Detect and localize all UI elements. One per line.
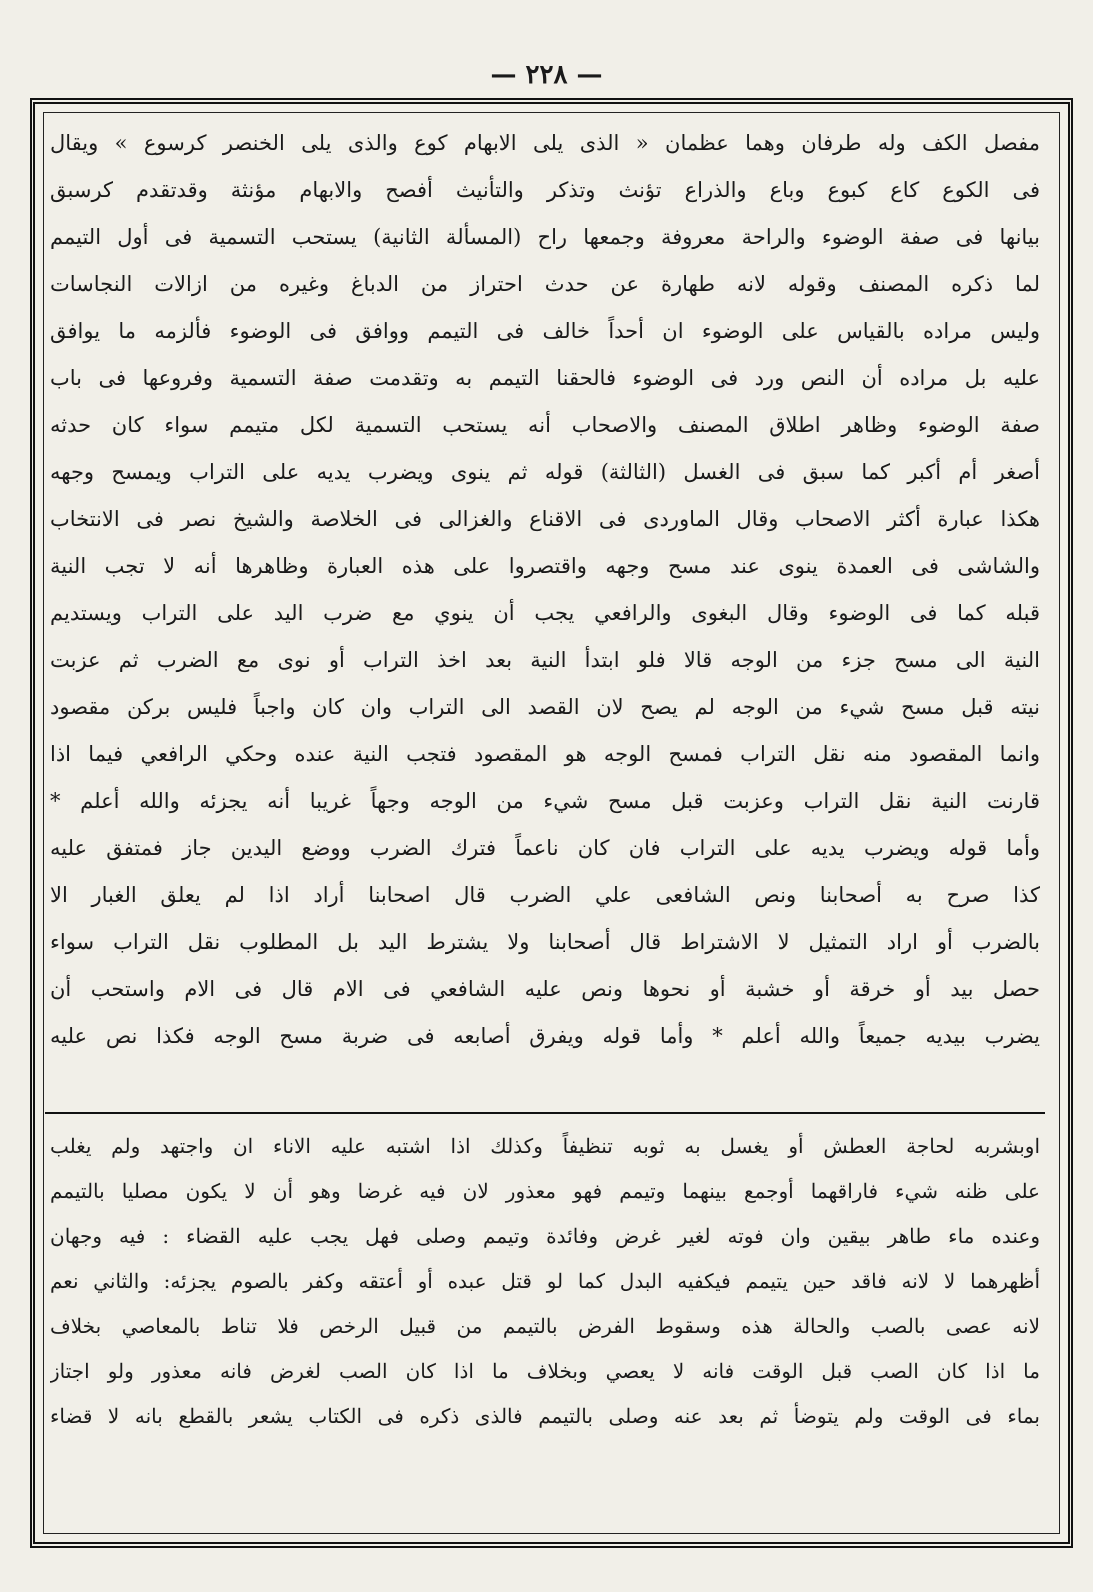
footnote-line: بماء فى الوقت ولم يتوضأ ثم بعد عنه وصلى بالتيمم فالذى ذكره فى الكتاب يشعر بالقطع بانه لا قضاء	[50, 1404, 1040, 1428]
footnote-text-block	[50, 1124, 1040, 1439]
page-number: — ٢٢٨ —	[490, 60, 603, 90]
footnote-line: ما اذا كان الصب قبل الوقت فانه لا يعصي وبخلاف ما اذا كان الصب لغرض فانه معذور ولو اجتاز	[50, 1359, 1040, 1383]
footnote-line: وعنده ماء طاهر بيقين وان فوته لغير غرض وفائدة وتيمم وصلى فهل يجب عليه القضاء : فيه وجهان	[50, 1224, 1040, 1248]
footnote-line: أظهرهما لا لانه فاقد حين يتيمم فيكفيه البدل كما لو قتل عبده أو أعتقه وكفر بالصوم يجزئه: والثاني نعم	[50, 1269, 1040, 1293]
footnote-line: على ظنه شيء فاراقهما أوجمع بينهما وتيمم فهو معذور لان فيه غرضا وهو أن لا يكون مصليا بالتيمم	[50, 1179, 1040, 1203]
footnote-line: اوبشربه لحاجة العطش أو يغسل به ثوبه تنظيفاً وكذلك اذا اشتبه عليه الاناء ان واجتهد ولم يغلب	[50, 1134, 1040, 1158]
main-line: مفصل الكف وله طرفان وهما عظمان « الذى يلى الابهام كوع والذى يلى الخنصر كرسوع » ويقال	[50, 131, 1040, 155]
main-line: حصل بيد أو خرقة أو خشبة أو نحوها ونص عليه الشافعي فى الام قال فى الام واستحب أن	[50, 977, 1040, 1001]
main-line: عليه بل مراده أن النص ورد فى الوضوء فالحقنا التيمم به وتقدمت صفة التسمية وفروعها فى باب	[50, 366, 1040, 390]
main-line: هكذا عبارة أكثر الاصحاب وقال الماوردى فى الاقناع والغزالى فى الخلاصة والشيخ نصر فى الانتخاب	[50, 507, 1040, 531]
main-line: قبله كما فى الوضوء وقال البغوى والرافعي يجب أن ينوي مع ضرب اليد على التراب ويستديم	[50, 601, 1040, 625]
main-line: والشاشى فى العمدة ينوى عند مسح وجهه واقتصروا على هذه العبارة وظاهرها أنه لا تجب النية	[50, 554, 1040, 578]
footnote-line: لانه عصى بالصب والحالة هذه وسقوط الفرض بالتيمم من قبيل الرخص فلا تناط بالمعاصي بخلاف	[50, 1314, 1040, 1338]
main-line: وأما قوله ويضرب يديه على التراب فان كان ناعماً فترك الضرب ووضع اليدين جاز فمتفق عليه	[50, 836, 1040, 860]
main-line: فى الكوع كاع كبوع وباع والذراع تؤنث وتذكر والتأنيث أفصح والابهام مؤنثة وقدتقدم كرسبق	[50, 178, 1040, 202]
main-line: نيته قبل مسح شيء من الوجه لم يصح لان القصد الى التراب وان كان واجباً فليس بركن مقصود	[50, 695, 1040, 719]
main-line: بيانها فى صفة الوضوء والراحة معروفة وجمعها راح (المسألة الثانية) يستحب التسمية فى أول التيمم	[50, 225, 1040, 249]
main-text-block	[50, 120, 1040, 1060]
footnote-divider	[45, 1112, 1045, 1114]
main-line: بالضرب أو اراد التمثيل لا الاشتراط قال أصحابنا ولا يشترط اليد بل المطلوب نقل التراب سواء	[50, 930, 1040, 954]
main-line: يضرب بيديه جميعاً والله أعلم * وأما قوله ويفرق أصابعه فى ضربة مسح الوجه فكذا نص عليه	[50, 1024, 1040, 1048]
main-line: وانما المقصود منه نقل التراب فمسح الوجه هو المقصود فتجب النية عنده وحكي الرافعي فيما اذا	[50, 742, 1040, 766]
main-line: وليس مراده بالقياس على الوضوء ان أحداً خالف فى التيمم ووافق فى الوضوء فألزمه ما يوافق	[50, 319, 1040, 343]
main-line: لما ذكره المصنف وقوله لانه طهارة عن حدث احتراز من الدباغ وغيره من ازالات النجاسات	[50, 272, 1040, 296]
main-line: قارنت النية نقل التراب وعزبت قبل مسح شيء من الوجه وجهاً غريبا أنه يجزئه والله أعلم *	[50, 789, 1040, 813]
main-line: أصغر أم أكبر كما سبق فى الغسل (الثالثة) قوله ثم ينوى ويضرب يديه على التراب ويمسح وجهه	[50, 460, 1040, 484]
main-line: كذا صرح به أصحابنا ونص الشافعى علي الضرب قال اصحابنا أراد اذا لم يعلق الغبار الا	[50, 883, 1040, 907]
main-line: النية الى مسح جزء من الوجه قالا فلو ابتدأ النية بعد اخذ التراب أو نوى مع الضرب ثم عزبت	[50, 648, 1040, 672]
main-line: صفة الوضوء وظاهر اطلاق المصنف والاصحاب أنه يستحب التسمية لكل متيمم سواء كان حدثه	[50, 413, 1040, 437]
